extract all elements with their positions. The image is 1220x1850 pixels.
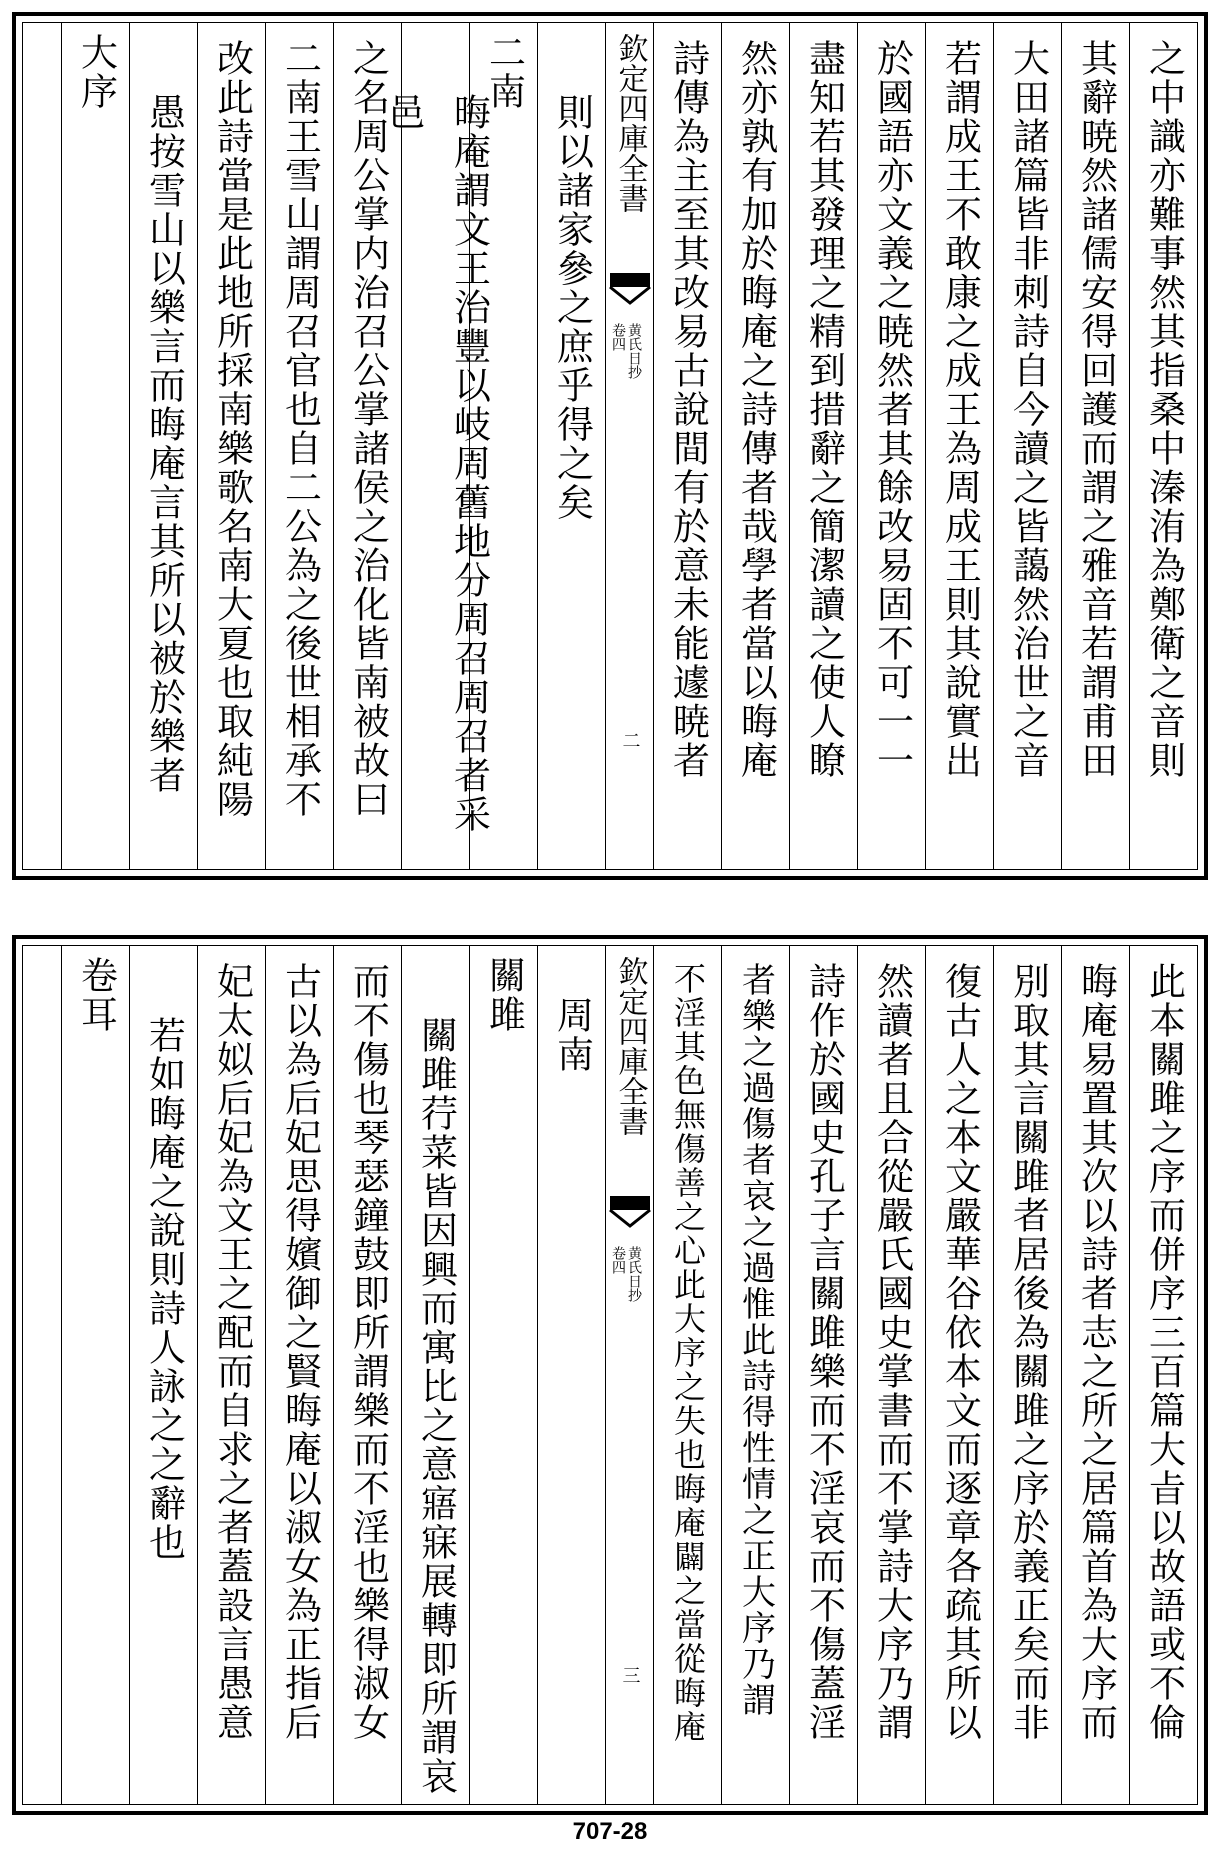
- text-column: 而不傷也琴瑟鐘鼓即所謂樂而不淫也樂得淑女: [333, 946, 401, 1804]
- text-column: 詩傳為主至其改易古說間有於意未能遽暁者: [653, 23, 721, 869]
- text-column: 然亦孰有加於晦庵之詩傳者哉學者當以晦庵: [721, 23, 789, 869]
- text-column: 晦庵易置其次以詩者志之所之居篇首為大序而: [1061, 946, 1129, 1804]
- page-top: [12, 12, 1208, 880]
- page-bottom: [12, 935, 1208, 1815]
- volume-label: 卷四: [610, 1246, 626, 1274]
- page-top-frame: [22, 22, 1198, 870]
- book-subtitle: 黄氏日抄: [626, 1246, 642, 1302]
- text-column: 盡知若其發理之精到措辭之簡潔讀之使人瞭: [789, 23, 857, 869]
- text-column: 復古人之本文嚴華谷依本文而逐章各疏其所以: [925, 946, 993, 1804]
- page-number: 三: [619, 1666, 641, 1684]
- section-heading: 卷耳: [61, 946, 129, 1804]
- text-column: 妃太姒后妃為文王之配而自求之者蓋設言愚意: [197, 946, 265, 1804]
- text-column: 改此詩當是此地所採南樂歌名南大夏也取純陽: [197, 23, 265, 869]
- footer-page-code: 707-28: [572, 1818, 648, 1845]
- text-column: 別取其言關雎者居後為關雎之序於義正矣而非: [993, 946, 1061, 1804]
- section-heading: 二南: [469, 23, 537, 869]
- text-column: 其辭暁然諸儒安得回護而謂之雅音若謂甫田: [1061, 23, 1129, 869]
- text-column: 若謂成王不敢康之成王為周成王則其說實出: [925, 23, 993, 869]
- section-heading: 大序: [61, 23, 129, 869]
- book-title: 欽定四庫全書: [612, 33, 648, 213]
- text-column: 之名周公掌内治召公掌諸侯之治化皆南被故曰: [333, 23, 401, 869]
- text-column: 關雎荇菜皆因興而寓比之意寤寐展轉即所謂哀: [401, 946, 469, 1804]
- text-column: 此本關雎之序而併序三百篇大㫖以故語或不倫: [1129, 946, 1197, 1804]
- text-column: 於國語亦文義之暁然者其餘改易固不可一一: [857, 23, 925, 869]
- page-bottom-frame: [22, 945, 1198, 1805]
- section-heading: 周南: [537, 946, 605, 1804]
- page-top-columns: [23, 23, 1197, 869]
- text-column: 晦庵謂文王治豐以岐周舊地分周召周召者采邑: [401, 23, 469, 869]
- book-subtitle: 黄氏日抄: [626, 323, 642, 379]
- text-column: 詩作於國史孔子言關雎樂而不淫哀而不傷蓋淫: [789, 946, 857, 1804]
- text-column: 大田諸篇皆非刺詩自今讀之皆藹然治世之音: [993, 23, 1061, 869]
- text-column: 不淫其色無傷善之心此大序之失也晦庵闢之當從晦庵: [653, 946, 721, 1804]
- page-bottom-columns: [23, 946, 1197, 1804]
- page-number: 二: [619, 731, 641, 749]
- text-column: 之中識亦難事然其指桑中溱洧為鄭衛之音則: [1129, 23, 1197, 869]
- text-column: 則以諸家參之庶乎得之矣: [537, 23, 605, 869]
- center-fold: [605, 946, 653, 1804]
- center-fold: [605, 23, 653, 869]
- text-column: 者樂之過傷者哀之過惟此詩得性情之正大序乃謂: [721, 946, 789, 1804]
- fish-tail-mark-icon: [610, 273, 650, 313]
- text-column: 二南王雪山謂周召官也自二公為之後世相承不: [265, 23, 333, 869]
- fish-tail-mark-icon: [610, 1196, 650, 1236]
- section-heading: 關雎: [469, 946, 537, 1804]
- text-column: 然讀者且合從嚴氏國史掌書而不掌詩大序乃謂: [857, 946, 925, 1804]
- text-column: 古以為后妃思得嬪御之賢晦庵以淑女為正指后: [265, 946, 333, 1804]
- text-column: 愚按雪山以樂言而晦庵言其所以被於樂者: [129, 23, 197, 869]
- text-column: 若如晦庵之說則詩人詠之之辭也: [129, 946, 197, 1804]
- volume-label: 卷四: [610, 323, 626, 351]
- book-title: 欽定四庫全書: [612, 956, 648, 1136]
